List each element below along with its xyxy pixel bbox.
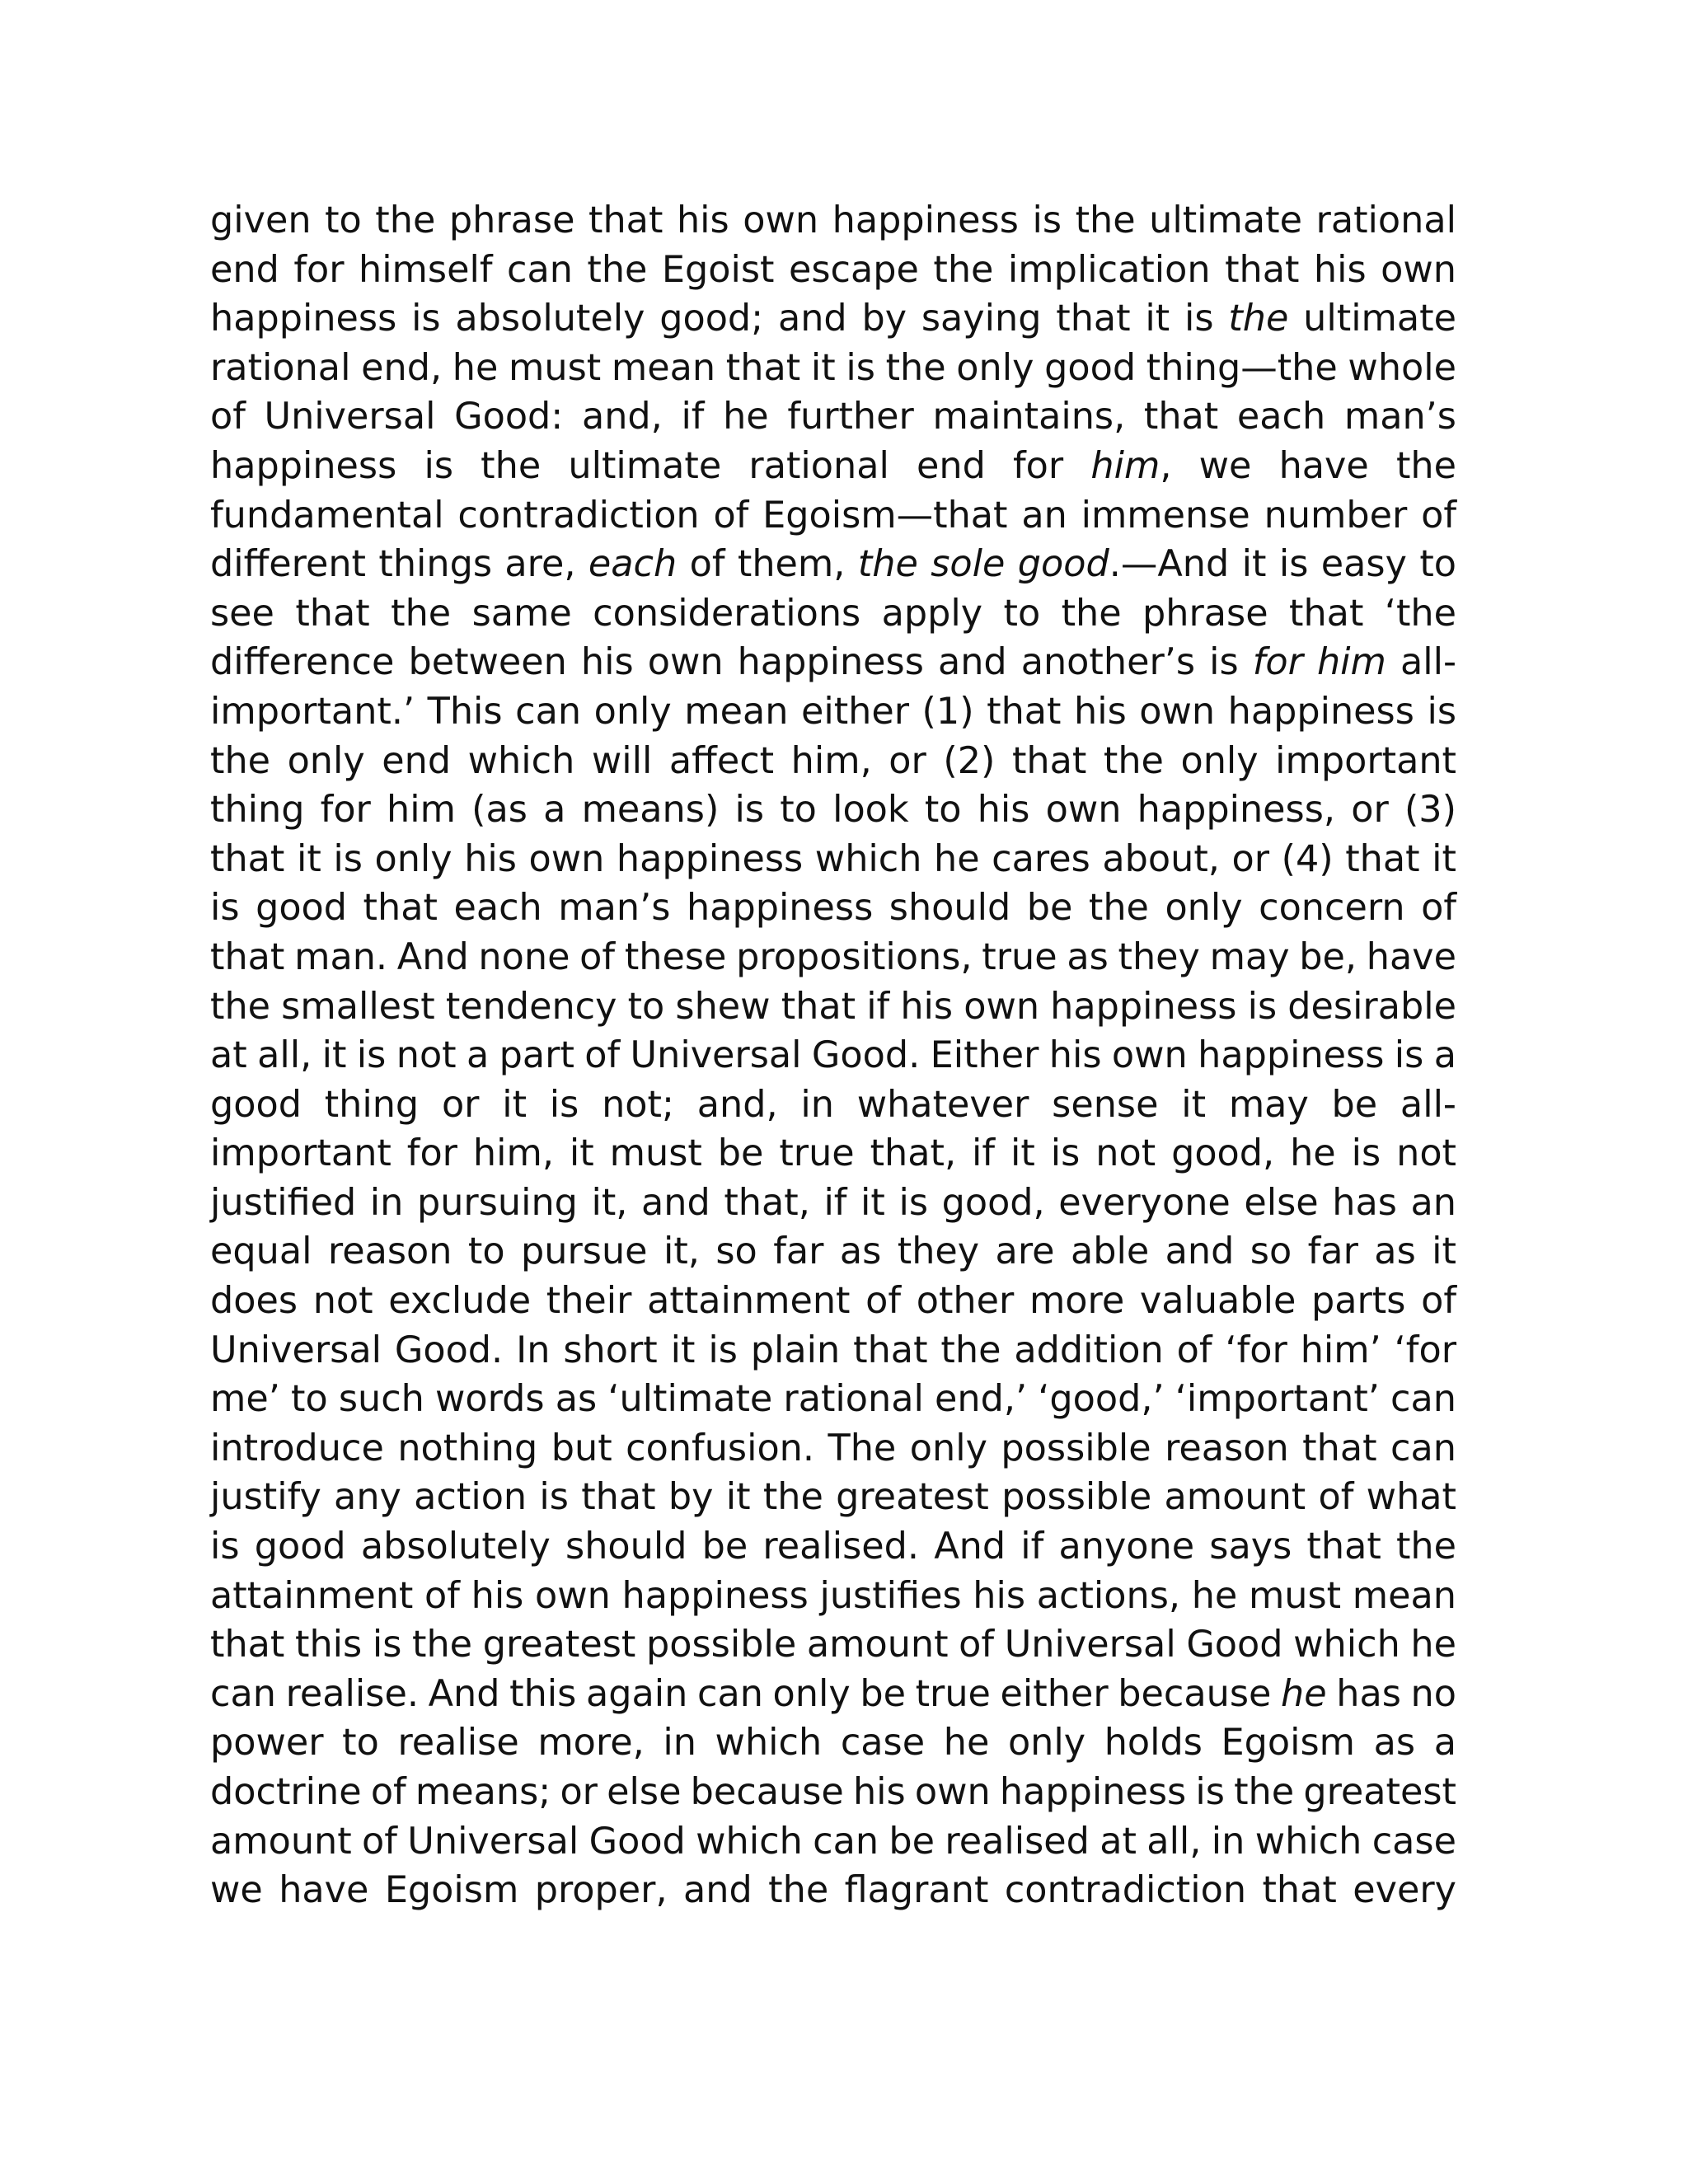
text-line: [210, 785, 1456, 835]
text-line: [210, 1620, 1456, 1670]
text-run: is good that each man’s happiness should be the only concern of: [210, 887, 1456, 930]
text-run: doctrine of means; or else because his own happiness is the greatest: [210, 1771, 1456, 1813]
text-line: [210, 933, 1456, 982]
text-line: [210, 1718, 1456, 1768]
text-run: .—And it is easy to: [1109, 543, 1456, 586]
italic-text-run: for him: [1252, 641, 1386, 684]
text-run: that this is the greatest possible amount of Universal Good which he: [210, 1624, 1456, 1666]
text-run: has no: [1326, 1672, 1456, 1715]
text-line: [210, 1670, 1456, 1719]
text-line: [210, 1572, 1456, 1621]
text-run: of them,: [677, 543, 858, 586]
text-run: can realise. And this again can only be true either because: [210, 1672, 1282, 1715]
text-run: justified in pursuing it, and that, if it is good, everyone else has an: [210, 1181, 1456, 1224]
body-text: [210, 196, 1456, 1915]
text-run: power to realise more, in which case he only holds Egoism as a: [210, 1722, 1456, 1765]
text-run: important for him, it must be true that, if it is not good, he is not: [210, 1132, 1456, 1175]
text-run: fundamental contradiction of Egoism—that an immense number of: [210, 494, 1456, 537]
text-line: [210, 1179, 1456, 1228]
text-line: [210, 1326, 1456, 1376]
italic-text-run: him: [1090, 444, 1160, 487]
text-run: Universal Good. In short it is plain that the addition of ‘for him’ ‘for: [210, 1329, 1456, 1371]
text-run: , we have the: [1160, 444, 1456, 487]
text-line: [210, 638, 1456, 687]
text-run: difference between his own happiness and another’s is: [210, 641, 1253, 684]
text-run: good thing or it is not; and, in whatever sense it may be all-: [210, 1083, 1456, 1126]
text-run: the smallest tendency to shew that if his own happiness is desirable: [210, 985, 1456, 1028]
text-line: [210, 1129, 1456, 1179]
text-line: [210, 1522, 1456, 1572]
text-run: amount of Universal Good which can be realised at all, in which case: [210, 1820, 1456, 1863]
text-line: [210, 1277, 1456, 1326]
italic-text-run: each: [588, 543, 678, 586]
text-line: [210, 687, 1456, 737]
text-run: the only end which will affect him, or (2) that the only important: [210, 739, 1456, 782]
text-run: happiness is the ultimate rational end for: [210, 444, 1091, 487]
text-line: [210, 442, 1456, 491]
text-run: all-: [1386, 641, 1456, 684]
text-run: see that the same considerations apply to the phrase that ‘the: [210, 592, 1456, 635]
text-run: does not exclude their attainment of other more valuable parts of: [210, 1280, 1456, 1323]
text-line: [210, 491, 1456, 541]
text-run: me’ to such words as ‘ultimate rational end,’ ‘good,’ ‘important’ can: [210, 1378, 1456, 1421]
text-line: [210, 344, 1456, 393]
text-run: given to the phrase that his own happiness is the ultimate rational: [210, 199, 1456, 241]
text-run: justify any action is that by it the greatest possible amount of what: [210, 1476, 1456, 1519]
text-run: that it is only his own happiness which he cares about, or (4) that it: [210, 837, 1456, 880]
text-run: that man. And none of these propositions, true as they may be, have: [210, 935, 1456, 978]
text-line: [210, 196, 1456, 246]
text-run: thing for him (as a means) is to look to his own happiness, or (3): [210, 789, 1456, 832]
text-run: attainment of his own happiness justifies his actions, he must mean: [210, 1574, 1456, 1617]
italic-text-run: the sole good: [857, 543, 1109, 586]
text-run: of Universal Good: and, if he further maintains, that each man’s: [210, 396, 1456, 438]
text-line: [210, 294, 1456, 344]
text-line: [210, 1227, 1456, 1277]
text-line: [210, 392, 1456, 442]
text-run: equal reason to pursue it, so far as they are able and so far as it: [210, 1230, 1456, 1273]
text-line: [210, 589, 1456, 639]
text-line: [210, 835, 1456, 884]
text-run: at all, it is not a part of Universal Good. Either his own happiness is a: [210, 1034, 1456, 1077]
text-line: [210, 1473, 1456, 1522]
text-line: [210, 883, 1456, 933]
text-line: [210, 1866, 1456, 1915]
italic-text-run: the: [1228, 298, 1289, 340]
text-run: we have Egoism proper, and the flagrant contradiction that every: [210, 1869, 1456, 1912]
italic-text-run: he: [1281, 1672, 1327, 1715]
text-run: important.’ This can only mean either (1) that his own happiness is: [210, 690, 1456, 733]
text-run: end for himself can the Egoist escape the implication that his own: [210, 248, 1456, 291]
text-line: [210, 1080, 1456, 1130]
text-run: introduce nothing but confusion. The only possible reason that can: [210, 1427, 1456, 1469]
text-run: happiness is absolutely good; and by saying that it is: [210, 298, 1229, 340]
text-line: [210, 246, 1456, 295]
text-line: [210, 982, 1456, 1032]
text-line: [210, 540, 1456, 589]
text-run: different things are,: [210, 543, 588, 586]
text-line: [210, 1031, 1456, 1080]
text-line: [210, 1424, 1456, 1474]
text-run: ultimate: [1288, 298, 1457, 340]
text-line: [210, 737, 1456, 786]
text-line: [210, 1375, 1456, 1424]
text-line: [210, 1768, 1456, 1817]
text-line: [210, 1817, 1456, 1867]
text-run: rational end, he must mean that it is the only good thing—the whole: [210, 346, 1456, 389]
text-run: is good absolutely should be realised. And if anyone says that the: [210, 1526, 1456, 1568]
